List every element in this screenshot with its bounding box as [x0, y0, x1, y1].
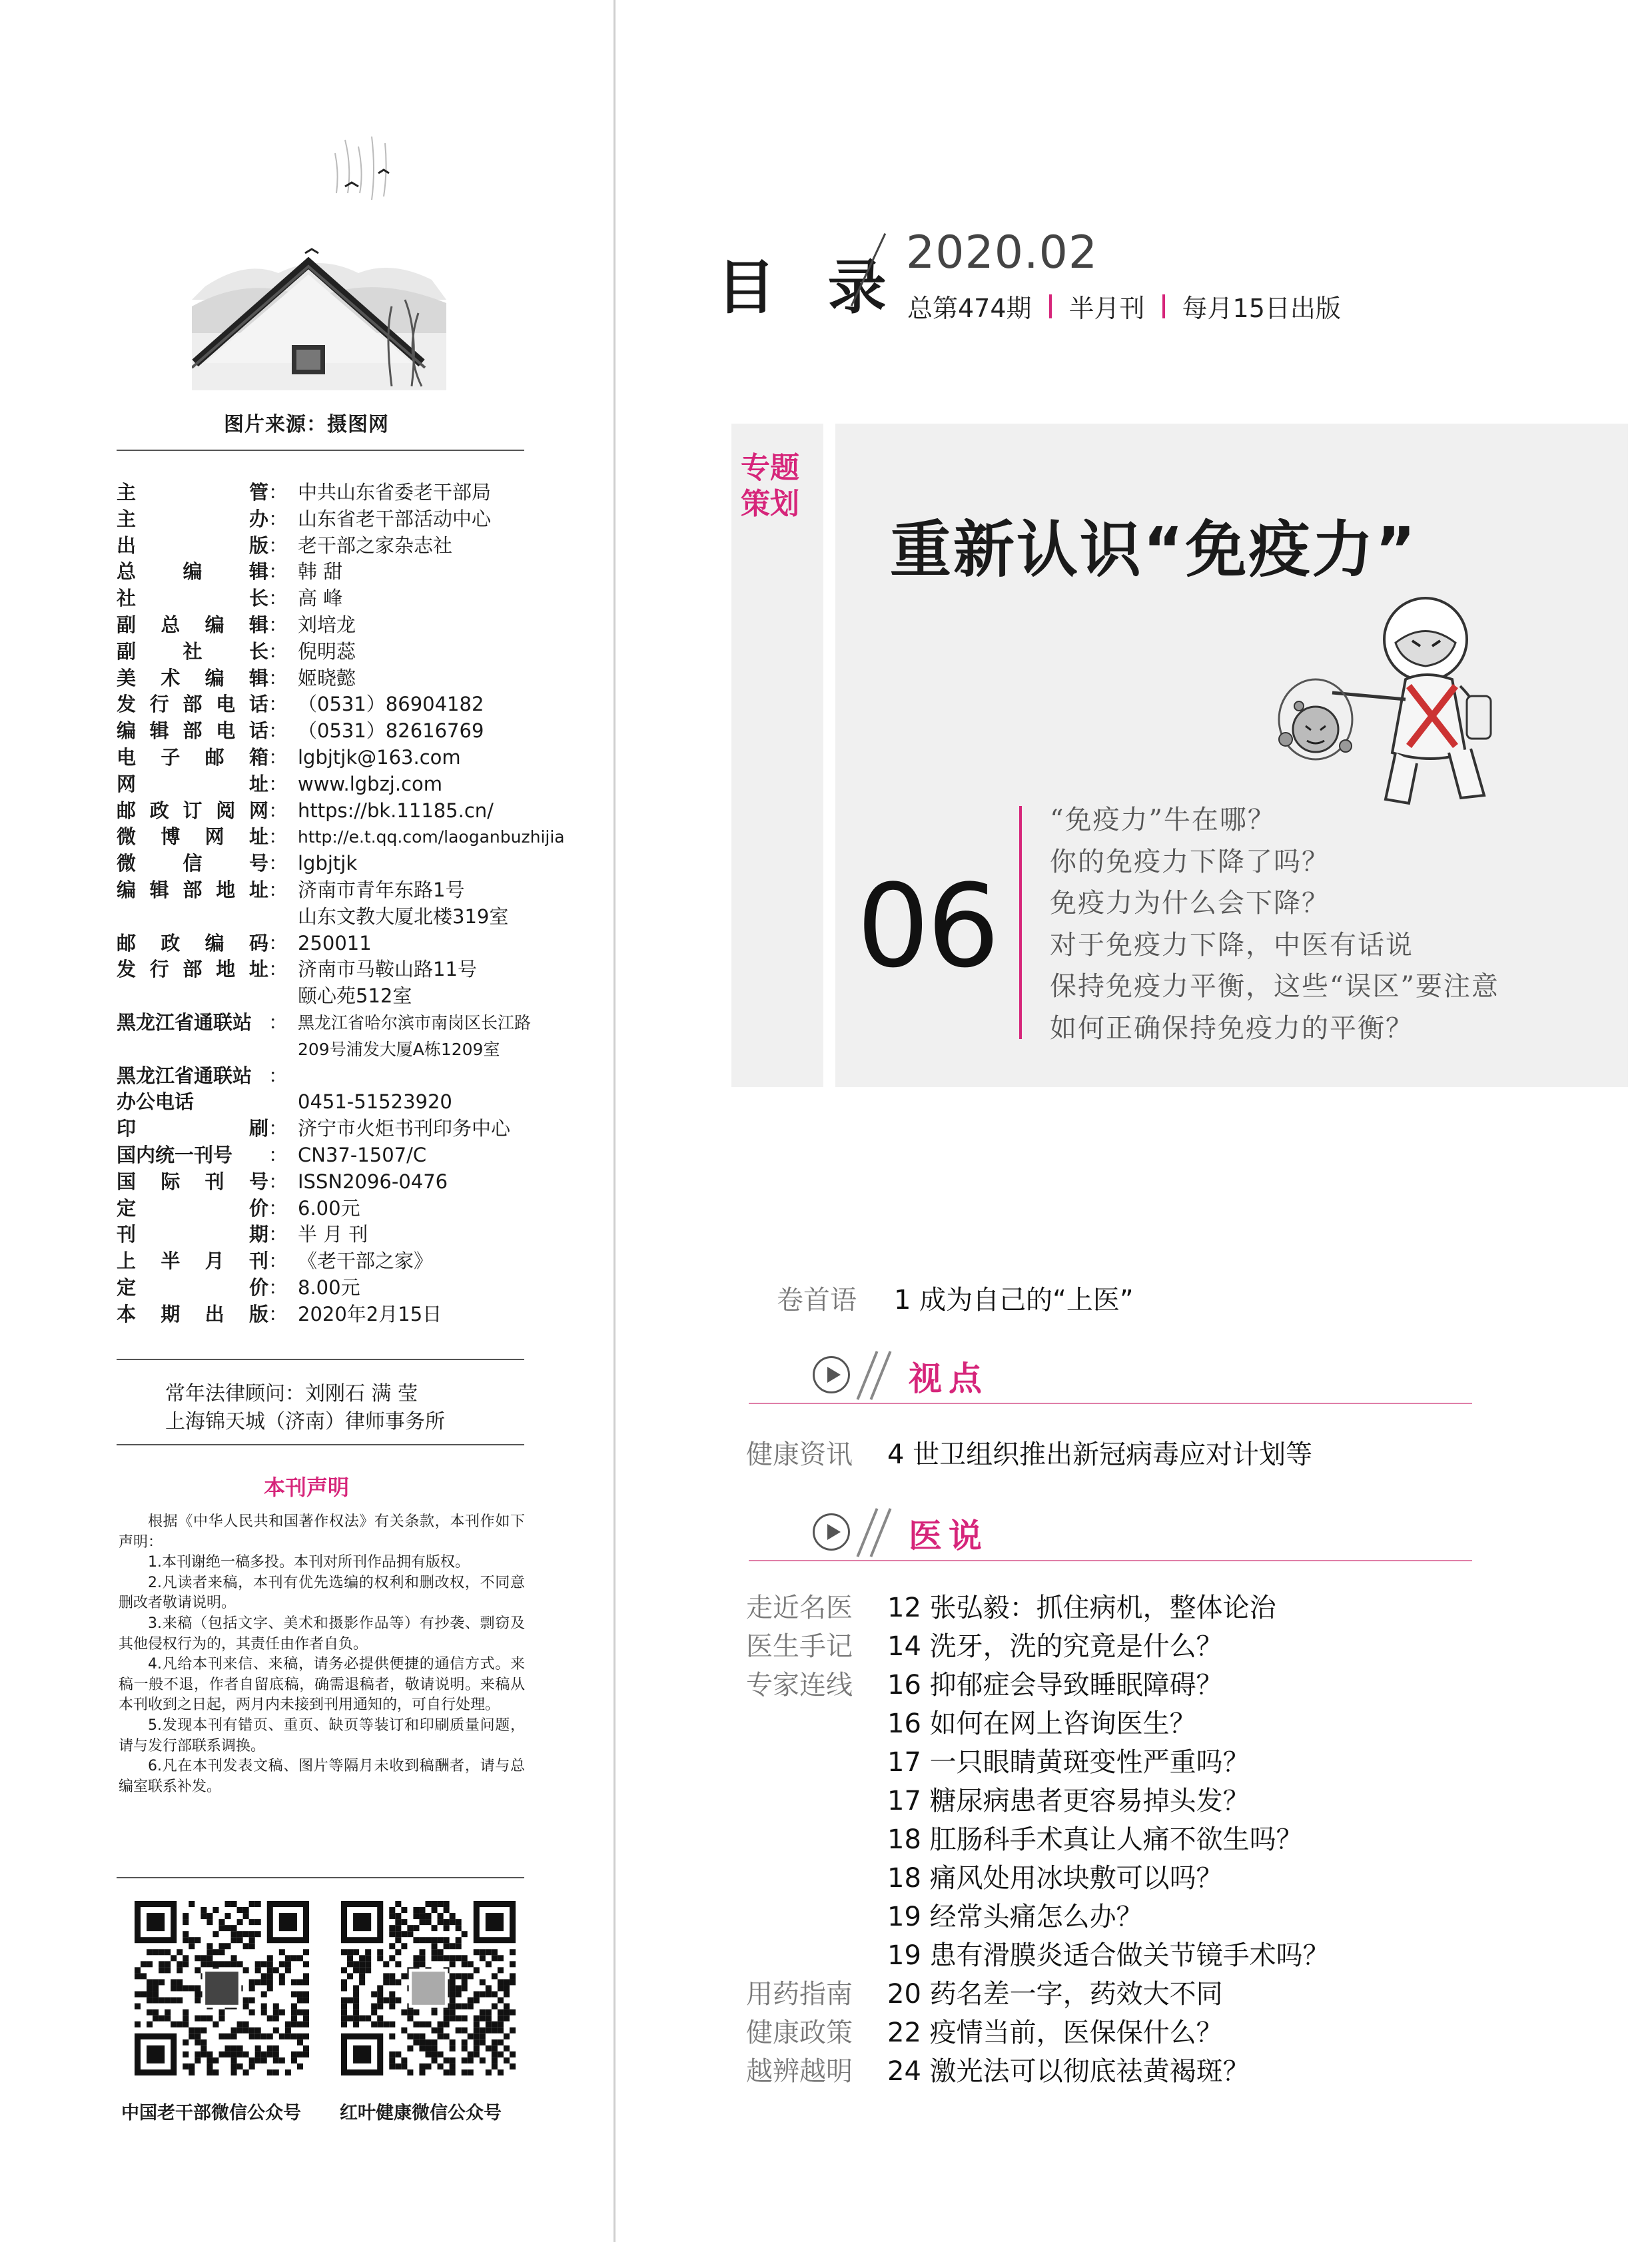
label-colon: ： [268, 852, 288, 875]
feature-article[interactable]: 对于免疫力下降，中医有话说 [1050, 929, 1414, 960]
toc-entry-news[interactable] [746, 1433, 1312, 1471]
masthead-label [117, 1116, 268, 1142]
label-char: 际 [161, 1170, 181, 1193]
label-colon: ： [268, 693, 288, 716]
label-char: 部 [183, 878, 203, 901]
masthead-row [117, 1248, 596, 1275]
masthead-label [117, 1248, 268, 1275]
label-char: 办 [248, 507, 268, 530]
label-char: 编 [117, 878, 137, 901]
label-char: 辑 [248, 560, 268, 583]
label-colon: ： [268, 1276, 288, 1299]
masthead-row [117, 559, 596, 585]
label-colon: ： [268, 613, 288, 636]
label-char: 期 [248, 1223, 268, 1246]
toc-item: 1 成为自己的“上医” [894, 1285, 1134, 1315]
label-char: 行 [149, 958, 169, 981]
masthead-label [117, 1222, 268, 1248]
masthead-value: 刘培龙 [298, 613, 356, 636]
toc-item: 18 痛风处用冰块敷可以吗？ [887, 1863, 1223, 1894]
feature-heading[interactable]: 重新认识“免疫力” [890, 514, 1418, 585]
label-char: 号 [248, 852, 268, 875]
label-colon: ： [268, 481, 288, 504]
label-char: 编 [205, 666, 224, 689]
declaration-paragraph: 4.凡给本刊来信、来稿，请务必提供便捷的通信方式。来稿一般不退，作者自留底稿，确需退稿者，敬请说明。来稿从本刊收到之日起，两月内未接到刊用通知的，可自行处理。 [119, 1656, 525, 1714]
label-char: 编 [183, 560, 203, 583]
label-char: 定 [117, 1196, 137, 1220]
masthead-row [117, 877, 596, 931]
masthead-label: 国内统一刊号 [117, 1143, 233, 1166]
toc-item: 14 洗牙，洗的究竟是什么？ [887, 1631, 1223, 1662]
toc-entry[interactable] [746, 1818, 1303, 1856]
masthead-row [117, 533, 596, 560]
legal-advisor [165, 1380, 445, 1436]
feature-tag-panel [731, 424, 823, 1087]
masthead-row [117, 1142, 596, 1169]
label-char: 总 [117, 560, 137, 583]
declaration-paragraph: 1.本刊谢绝一稿多投。本刊对所刊作品拥有版权。 [148, 1554, 470, 1571]
label-char: 发 [117, 958, 137, 981]
masthead-label [117, 639, 268, 665]
legal-advisor-names: 常年法律顾问：刘刚石 满 莹 [165, 1382, 418, 1405]
label-char: 版 [248, 534, 268, 557]
publish-day: 每月15日出版 [1182, 294, 1341, 323]
masthead-row [117, 1196, 596, 1222]
masthead-label [117, 480, 268, 506]
label-char: 行 [149, 693, 169, 716]
label-char: 国 [117, 1170, 137, 1193]
frequency: 半月刊 [1068, 294, 1145, 323]
toc-category: 走近名医 [746, 1593, 853, 1623]
label-char: 总 [161, 613, 181, 636]
masthead-row [117, 639, 596, 665]
label-char: 主 [117, 481, 137, 504]
divider [117, 1444, 524, 1445]
page-gutter [614, 0, 616, 2242]
label-char: 刷 [248, 1117, 268, 1140]
label-char: 本 [117, 1302, 137, 1325]
label-char: 博 [161, 825, 181, 849]
masthead-row [117, 612, 596, 639]
feature-article[interactable]: “免疫力”牛在哪？ [1050, 805, 1276, 835]
masthead-label [117, 1302, 268, 1328]
masthead-row [117, 851, 596, 877]
masthead-value: 半 月 刊 [298, 1223, 368, 1246]
label-colon: ： [268, 958, 288, 981]
label-char: 编 [117, 719, 137, 743]
label-char: 编 [205, 613, 224, 636]
label-char: 辑 [149, 719, 169, 743]
meta-separator [1049, 294, 1052, 318]
divider [117, 1359, 524, 1360]
label-char: 辑 [248, 666, 268, 689]
masthead-value: 高 峰 [298, 587, 343, 610]
feature-accent-bar [1019, 806, 1022, 1039]
label-char: 部 [183, 719, 203, 743]
toc-entry[interactable] [746, 1625, 1223, 1663]
masthead-row [117, 1275, 596, 1302]
qr-code-laoganbu [135, 1901, 309, 2075]
label-char: 箱 [248, 745, 268, 769]
label-colon: ： [268, 534, 288, 557]
label-char: 阅 [216, 799, 236, 822]
masthead-row [117, 745, 596, 771]
section-underline [749, 1403, 1472, 1404]
toc-item: 16 抑郁症会导致睡眠障碍？ [887, 1670, 1223, 1700]
issue-meta [907, 288, 1341, 324]
label-char: 社 [117, 587, 137, 610]
masthead-value: （0531）86904182 [298, 693, 484, 716]
label-char: 址 [248, 878, 268, 901]
masthead-value: 老干部之家杂志社 [298, 534, 453, 557]
masthead-row [117, 1169, 596, 1196]
masthead-label [117, 824, 268, 851]
label-char: 网 [117, 772, 137, 795]
toc-entry-preface[interactable] [777, 1279, 1134, 1317]
label-char: 编 [205, 931, 224, 954]
toc-entry[interactable] [746, 1702, 1196, 1740]
masthead-row [117, 1063, 596, 1116]
label-colon: ： [268, 1196, 288, 1220]
masthead-value: （0531）82616769 [298, 719, 484, 743]
label-colon: ： [268, 825, 288, 849]
masthead-row [117, 480, 596, 506]
label-char: 辑 [248, 613, 268, 636]
issue-date: 2020.02 [906, 226, 1098, 279]
masthead-label: 黑龙江省通联站 办公电话 [117, 1064, 252, 1114]
qr-caption-hongye: 红叶健康微信公众号 [340, 2103, 502, 2123]
toc-item: 17 一只眼睛黄斑变性严重吗？ [887, 1747, 1250, 1778]
masthead-label [117, 665, 268, 692]
label-char: 信 [183, 852, 203, 875]
label-char: 邮 [117, 931, 137, 954]
label-char: 主 [117, 507, 137, 530]
label-char: 微 [117, 852, 137, 875]
label-char: 电 [117, 745, 137, 769]
toc-category [746, 1741, 859, 1779]
masthead-label [117, 771, 268, 798]
label-char: 发 [117, 693, 137, 716]
masthead-label [117, 691, 268, 718]
label-colon: ： [268, 639, 288, 663]
declaration-paragraph: 5.发现本刊有错页、重页、缺页等装订和印刷质量问题，请与发行部联系调换。 [119, 1716, 525, 1754]
masthead-label [117, 956, 268, 983]
feature-article[interactable]: 如何正确保持免疫力的平衡？ [1050, 1012, 1414, 1044]
toc-category [746, 1702, 859, 1740]
label-char: 话 [248, 693, 268, 716]
masthead-row [117, 718, 596, 745]
toc-entry[interactable] [746, 1780, 1250, 1818]
label-char: 刊 [205, 1170, 224, 1193]
label-colon: ： [268, 1143, 288, 1166]
label-colon: ： [268, 772, 288, 795]
label-char: 地 [216, 958, 236, 981]
masthead-label [117, 585, 268, 612]
total-issue: 总第474期 [907, 294, 1032, 323]
toc-category [746, 1857, 859, 1895]
label-char: 定 [117, 1276, 137, 1299]
feature-article[interactable]: 免疫力为什么会下降？ [1050, 888, 1330, 919]
label-char: 邮 [117, 799, 137, 822]
masthead-value: lgbjtjk@163.com [298, 745, 461, 769]
toc-item: 16 如何在网上咨询医生？ [887, 1708, 1196, 1739]
feature-article[interactable]: 你的免疫力下降了吗？ [1050, 846, 1330, 877]
masthead-label [117, 612, 268, 639]
hazmat-worker-illustration [1252, 586, 1532, 826]
masthead-label [117, 798, 268, 825]
label-char: 号 [248, 1170, 268, 1193]
toc-item: 20 药名差一字，药效大不同 [887, 1979, 1223, 2010]
toc-category [746, 1934, 859, 1972]
label-char: 价 [248, 1276, 268, 1299]
masthead-value: 250011 [298, 931, 372, 954]
masthead-label [117, 1169, 268, 1196]
label-colon: ： [268, 931, 288, 954]
label-colon: ： [268, 745, 288, 769]
masthead-label [117, 718, 268, 745]
label-colon: ： [268, 1302, 288, 1325]
masthead-row [117, 798, 596, 825]
label-char: 订 [183, 799, 203, 822]
masthead-row [117, 585, 596, 612]
toc-item: 24 激光法可以彻底祛黄褐斑？ [887, 2056, 1250, 2087]
toc-category [746, 1780, 859, 1818]
masthead-row [117, 1116, 596, 1142]
feature-tag-line2: 策划 [741, 487, 799, 521]
masthead-row [117, 824, 596, 851]
play-circle-icon [813, 1513, 850, 1551]
label-char: 电 [216, 719, 236, 743]
label-colon: ： [268, 1010, 288, 1034]
toc-category: 卷首语 [777, 1285, 857, 1315]
divider [117, 450, 524, 451]
declaration-title: 本刊声明 [263, 1475, 349, 1500]
label-colon: ： [268, 507, 288, 530]
toc-entry[interactable] [746, 1896, 1143, 1934]
masthead-value: lgbjtjk [298, 852, 358, 875]
masthead-value: www.lgbzj.com [298, 772, 443, 795]
toc-title: 目 录 [717, 253, 903, 322]
label-colon: ： [268, 1250, 288, 1273]
label-char: 副 [117, 639, 137, 663]
masthead-label: 黑龙江省通联站 [117, 1010, 252, 1034]
toc-entry[interactable] [746, 1587, 1276, 1625]
section-header-medicine [749, 1500, 1472, 1561]
masthead-label [117, 877, 268, 904]
toc-category: 健康资讯 [746, 1439, 853, 1470]
cover-illustration-roof [192, 133, 446, 390]
meta-separator [1162, 294, 1165, 318]
label-char: 价 [248, 1196, 268, 1220]
masthead-label [117, 506, 268, 533]
masthead-value: https://bk.11185.cn/ [298, 799, 494, 822]
label-char: 网 [205, 825, 224, 849]
label-char: 期 [161, 1302, 181, 1325]
label-char: 美 [117, 666, 137, 689]
label-char: 出 [205, 1302, 224, 1325]
label-char: 网 [248, 799, 268, 822]
feature-article-list [1050, 799, 1499, 1049]
label-char: 长 [248, 639, 268, 663]
label-char: 部 [183, 693, 203, 716]
label-colon: ： [268, 1170, 288, 1193]
toc-entry[interactable] [746, 2050, 1250, 2088]
toc-entry[interactable] [746, 1664, 1223, 1702]
label-char: 码 [248, 931, 268, 954]
label-colon: ： [268, 1064, 288, 1087]
label-char: 刊 [248, 1250, 268, 1273]
label-char: 址 [248, 825, 268, 849]
label-char: 管 [248, 481, 268, 504]
image-credit: 图片来源：摄图网 [224, 413, 389, 436]
toc-category [746, 1896, 859, 1934]
masthead-row [117, 931, 596, 957]
toc-entry[interactable] [746, 1934, 1330, 1972]
label-char: 月 [205, 1250, 224, 1273]
toc-category: 越辨越明 [746, 2056, 853, 2087]
label-char: 术 [161, 666, 181, 689]
masthead-row [117, 506, 596, 533]
label-char: 上 [117, 1250, 137, 1273]
masthead-value: http://e.t.qq.com/laoganbuzhijia [298, 827, 565, 847]
toc-category [746, 1818, 859, 1856]
label-char: 政 [149, 799, 169, 822]
toc-entry[interactable] [746, 1741, 1250, 1779]
label-char: 长 [248, 587, 268, 610]
toc-entry[interactable] [746, 2012, 1223, 2050]
label-char: 刊 [117, 1223, 137, 1246]
masthead-value: 《老干部之家》 [298, 1250, 434, 1273]
masthead-label [117, 1275, 268, 1302]
masthead-row [117, 1222, 596, 1248]
masthead-label [117, 851, 268, 877]
masthead-row [117, 1010, 596, 1063]
label-colon: ： [268, 878, 288, 901]
toc-entry[interactable] [746, 1973, 1223, 2011]
section-header-viewpoint [749, 1343, 1472, 1404]
masthead-label [117, 1196, 268, 1222]
toc-item: 19 经常头痛怎么办？ [887, 1902, 1143, 1932]
label-char: 出 [117, 534, 137, 557]
masthead-value: 济宁市火炬书刊印务中心 [298, 1117, 511, 1140]
label-char: 地 [216, 878, 236, 901]
label-colon: ： [268, 719, 288, 743]
declaration-paragraph: 根据《中华人民共和国著作权法》有关条款，本刊作如下声明： [119, 1513, 525, 1551]
masthead-value: 中共山东省委老干部局 [298, 481, 492, 504]
label-char: 副 [117, 613, 137, 636]
label-char: 政 [161, 931, 181, 954]
masthead-value: ISSN2096-0476 [298, 1170, 448, 1193]
toc-item: 12 张弘毅：抓住病机，整体论治 [887, 1593, 1276, 1623]
section-title-viewpoint: 视点 [909, 1359, 989, 1398]
masthead-row [117, 1302, 596, 1328]
toc-category: 医生手记 [746, 1631, 853, 1662]
feature-tag [741, 450, 799, 522]
toc-item: 22 疫情当前，医保保什么？ [887, 2018, 1223, 2048]
toc-item: 4 世卫组织推出新冠病毒应对计划等 [887, 1439, 1313, 1470]
qr-caption-laoganbu: 中国老干部微信公众号 [121, 2103, 301, 2123]
masthead-row [117, 665, 596, 692]
masthead-label [117, 559, 268, 585]
label-char: 半 [161, 1250, 181, 1273]
feature-tag-line1: 专题 [741, 451, 799, 485]
masthead-value: 2020年2月15日 [298, 1302, 442, 1325]
declaration-body [119, 1512, 525, 1797]
declaration-paragraph: 6.凡在本刊发表文稿、图片等隔月未收到稿酬者，请与总编室联系补发。 [119, 1758, 525, 1795]
masthead-value: 0451-51523920 [298, 1090, 452, 1114]
label-colon: ： [268, 1117, 288, 1140]
label-colon: ： [268, 666, 288, 689]
declaration-paragraph: 2.凡读者来稿，本刊有优先选编的权利和删改权，不同意删改者敬请说明。 [119, 1574, 525, 1612]
feature-page-number[interactable]: 06 [857, 859, 997, 993]
masthead-value: 倪明蕊 [298, 639, 356, 663]
toc-category: 健康政策 [746, 2018, 853, 2048]
label-char: 版 [248, 1302, 268, 1325]
label-char: 址 [248, 958, 268, 981]
section-underline [749, 1560, 1472, 1561]
masthead-value: CN37-1507/C [298, 1143, 427, 1166]
masthead-value: 济南市青年东路1号 山东文教大厦北楼319室 [298, 878, 509, 928]
masthead-value: 姬晓懿 [298, 666, 356, 689]
label-colon: ： [268, 799, 288, 822]
label-char: 印 [117, 1117, 137, 1140]
toc-item: 17 糖尿病患者更容易掉头发？ [887, 1786, 1250, 1816]
masthead-value: 山东省老干部活动中心 [298, 507, 492, 530]
label-char: 话 [248, 719, 268, 743]
masthead-value: 韩 甜 [298, 560, 343, 583]
declaration-paragraph: 3.来稿（包括文字、美术和摄影作品等）有抄袭、剽窃及其他侵权行为的，其责任由作者自负。 [119, 1615, 525, 1653]
feature-article[interactable]: 保持免疫力平衡，这些“误区”要注意 [1050, 971, 1499, 1002]
toc-item: 19 患有滑膜炎适合做关节镜手术吗？ [887, 1940, 1330, 1971]
label-colon: ： [268, 560, 288, 583]
label-colon: ： [268, 1223, 288, 1246]
label-char: 子 [161, 745, 181, 769]
masthead-label [117, 931, 268, 957]
qr-code-hongye [341, 1901, 516, 2075]
label-char: 社 [183, 639, 203, 663]
divider [117, 1877, 524, 1878]
section-title-medicine: 医说 [909, 1517, 989, 1555]
masthead-value: 济南市马鞍山路11号 颐心苑512室 [298, 958, 477, 1008]
masthead-info-list [117, 480, 596, 1328]
toc-category: 用药指南 [746, 1979, 853, 2010]
masthead-row [117, 771, 596, 798]
masthead-label [117, 533, 268, 560]
toc-item: 18 肛肠科手术真让人痛不欲生吗？ [887, 1824, 1303, 1855]
legal-advisor-firm: 上海锦天城（济南）律师事务所 [165, 1410, 445, 1433]
label-char: 址 [248, 772, 268, 795]
toc-entry[interactable] [746, 1857, 1223, 1895]
label-colon: ： [268, 587, 288, 610]
play-circle-icon [813, 1356, 850, 1393]
masthead-row [117, 956, 596, 1010]
masthead-value: 黑龙江省哈尔滨市南岗区长江路 209号浦发大厦A栋1209室 [298, 1012, 532, 1059]
masthead-value: 8.00元 [298, 1276, 360, 1299]
masthead-row [117, 691, 596, 718]
toc-category: 专家连线 [746, 1670, 853, 1700]
label-char: 部 [183, 958, 203, 981]
label-char: 辑 [149, 878, 169, 901]
masthead-label [117, 745, 268, 771]
label-char: 邮 [205, 745, 224, 769]
masthead-column [0, 0, 613, 2242]
label-char: 电 [216, 693, 236, 716]
label-char: 微 [117, 825, 137, 849]
masthead-value: 6.00元 [298, 1196, 360, 1220]
